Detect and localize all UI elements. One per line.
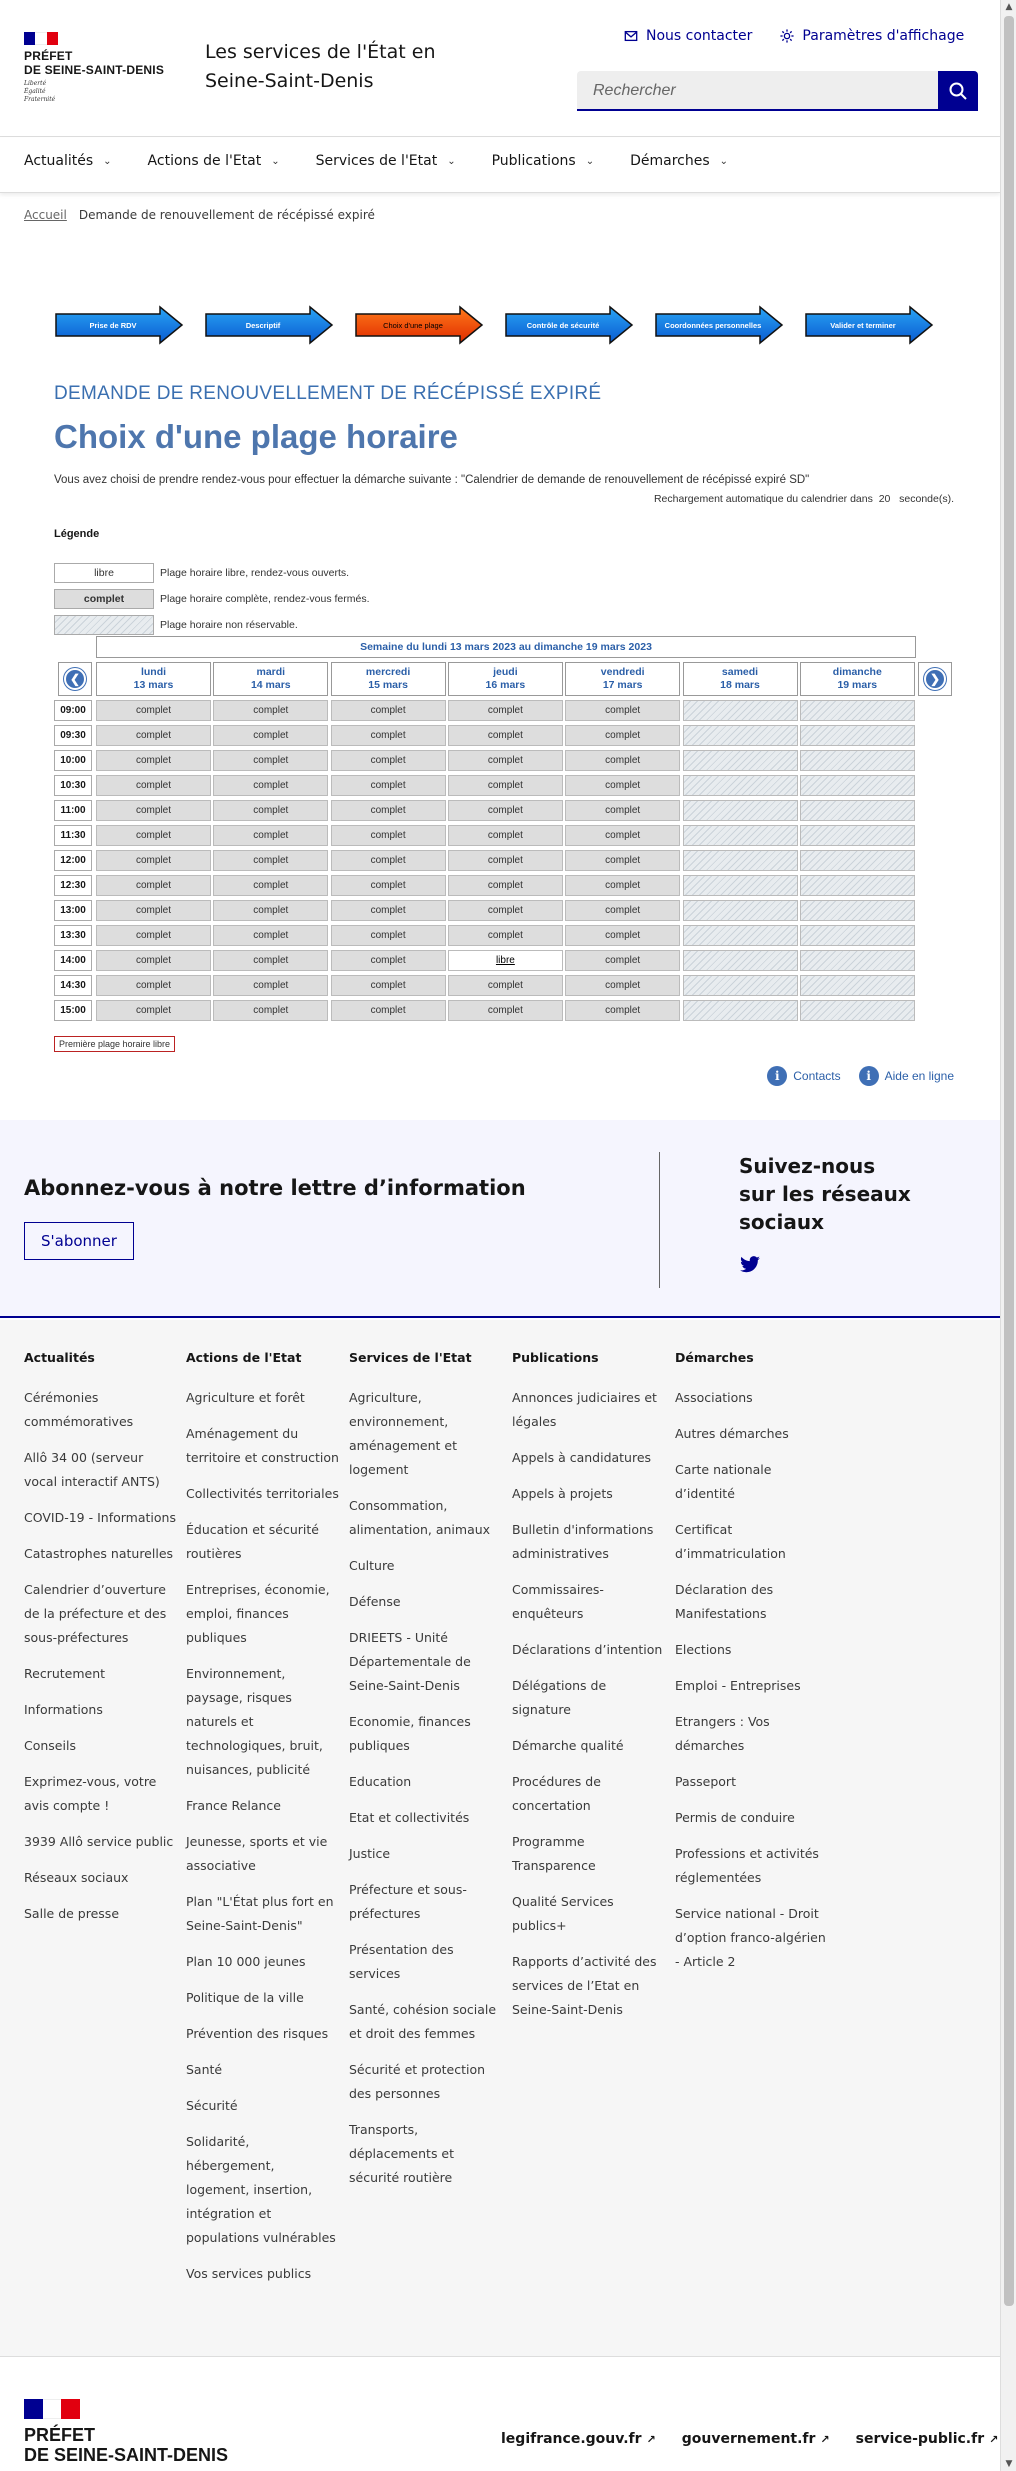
footer-link[interactable]: Réseaux sociaux <box>24 1870 129 1885</box>
footer-link[interactable]: Service national - Droit d’option franco-algérien - Article 2 <box>675 1906 826 1969</box>
slot-full: complet <box>565 800 680 821</box>
scrollbar-thumb[interactable] <box>1004 16 1014 2306</box>
footer-link[interactable]: Professions et activités réglementées <box>675 1846 819 1885</box>
reload-notice: Rechargement automatique du calendrier dans 20 seconde(s). <box>653 493 954 505</box>
footer-link[interactable]: Conseils <box>24 1738 76 1753</box>
search-icon <box>948 81 968 101</box>
slot-full: complet <box>96 875 211 896</box>
step-5 <box>654 305 784 345</box>
slot-full: complet <box>565 725 680 746</box>
external-link-icon: ↗ <box>646 2433 656 2446</box>
footer-column-title: Démarches <box>675 1350 754 1365</box>
search-button[interactable] <box>938 71 978 111</box>
slot-full: complet <box>331 1000 446 1021</box>
footer-link[interactable]: Démarche qualité <box>512 1738 624 1753</box>
slot-full: complet <box>213 800 328 821</box>
legend-text-full: Plage horaire complète, rendez-vous fermés. <box>160 593 370 605</box>
footer-column <box>512 1350 667 2034</box>
slot-full: complet <box>331 950 446 971</box>
day-header: mercredi 15 mars <box>331 662 446 696</box>
slot-unavailable <box>683 725 798 746</box>
slot-full: complet <box>565 975 680 996</box>
slot-full: complet <box>213 700 328 721</box>
footer-column-title: Publications <box>512 1350 599 1365</box>
breadcrumb-home[interactable]: Accueil <box>24 208 67 222</box>
slot-full: complet <box>565 875 680 896</box>
footer-link[interactable]: Déclaration des Manifestations <box>675 1582 774 1621</box>
external-links <box>501 2431 998 2447</box>
prefect-name: PRÉFET DE SEINE-SAINT-DENIS <box>24 49 165 77</box>
slot-full: complet <box>213 925 328 946</box>
footer-column <box>675 1350 830 1986</box>
slot-unavailable <box>683 800 798 821</box>
search-bar <box>577 71 978 111</box>
page-title: Choix d'une plage horaire <box>54 418 458 455</box>
twitter-link[interactable] <box>739 1256 761 1278</box>
footer-link[interactable]: Education <box>349 1774 412 1789</box>
day-header: vendredi 17 mars <box>565 662 680 696</box>
slot-full: complet <box>331 725 446 746</box>
slot-full: complet <box>565 700 680 721</box>
legend-title: Légende <box>54 528 100 540</box>
footer-link[interactable]: Plan "L'État plus fort en Seine-Saint-Denis" <box>186 1894 334 1933</box>
footer-link[interactable]: Prévention des risques <box>186 2026 329 2041</box>
footer-link[interactable]: 3939 Allô service public <box>24 1834 174 1849</box>
vertical-scrollbar[interactable] <box>1000 0 1016 2471</box>
slot-unavailable <box>683 900 798 921</box>
footer-column-title: Actions de l'Etat <box>186 1350 302 1365</box>
slot-unavailable <box>800 950 915 971</box>
slot-full: complet <box>448 850 563 871</box>
footer-link[interactable]: Agriculture, environnement, aménagement et logement <box>349 1390 457 1477</box>
slot-full: complet <box>213 975 328 996</box>
footer-link[interactable]: Appels à candidatures <box>512 1450 652 1465</box>
contact-link[interactable] <box>624 28 752 44</box>
mail-icon <box>624 29 638 43</box>
help-links <box>767 1066 954 1086</box>
footer-link[interactable]: Carte nationale d’identité <box>675 1462 772 1501</box>
day-header: mardi 14 mars <box>213 662 328 696</box>
footer-column <box>349 1350 504 2202</box>
slot-unavailable <box>683 1000 798 1021</box>
previous-week-button[interactable] <box>58 662 92 696</box>
footer-link[interactable]: Appels à projets <box>512 1486 613 1501</box>
header-tools <box>624 28 964 44</box>
subscribe-button[interactable]: S'abonner <box>24 1222 134 1260</box>
footer-link[interactable]: Déclarations d’intention <box>512 1642 663 1657</box>
slot-unavailable <box>683 875 798 896</box>
slot-unavailable <box>683 950 798 971</box>
footer-link[interactable]: Procédures de concertation <box>512 1774 601 1813</box>
slot-full: complet <box>96 850 211 871</box>
slot-full: complet <box>96 800 211 821</box>
footer-link[interactable]: Qualité Services publics+ <box>512 1894 614 1933</box>
step-1 <box>54 305 184 345</box>
slot-unavailable <box>683 775 798 796</box>
slot-full: complet <box>96 775 211 796</box>
slot-full: complet <box>96 725 211 746</box>
time-label: 10:30 <box>54 775 92 796</box>
legend-text-free: Plage horaire libre, rendez-vous ouverts. <box>160 567 350 579</box>
time-label: 11:30 <box>54 825 92 846</box>
slot-full: complet <box>331 800 446 821</box>
slot-full: complet <box>448 900 563 921</box>
slot-full: complet <box>448 725 563 746</box>
gouvernement-link[interactable]: gouvernement.fr ↗ <box>681 2431 830 2447</box>
slot-full: complet <box>213 875 328 896</box>
chevron-down-icon: ⌄ <box>271 155 280 167</box>
footer-link[interactable]: Agriculture et forêt <box>186 1390 305 1405</box>
slot-full: complet <box>448 875 563 896</box>
republic-motto: Liberté Égalité Fraternité <box>24 80 56 103</box>
footer-link[interactable]: Éducation et sécurité routières <box>186 1522 319 1561</box>
slot-unavailable <box>800 775 915 796</box>
legend-box-free: libre <box>54 563 154 583</box>
nav-item-publications[interactable]: Publications ⌄ <box>491 153 595 169</box>
breadcrumb <box>24 208 375 222</box>
intro-text: Vous avez choisi de prendre rendez-vous pour effectuer la démarche suivante : "Calendrier de demande de renouvellement de récépissé expiré SD" <box>54 474 810 486</box>
slot-unavailable <box>683 975 798 996</box>
footer-link[interactable]: Passeport <box>675 1774 736 1789</box>
slot-full: complet <box>565 775 680 796</box>
footer-link[interactable]: DRIEETS - Unité Départementale de Seine-Saint-Denis <box>349 1630 471 1693</box>
slot-full: complet <box>331 875 446 896</box>
week-label: Semaine du lundi 13 mars 2023 au dimanche 19 mars 2023 <box>96 636 916 658</box>
step-label: Valider et terminer <box>830 320 896 330</box>
info-icon: i <box>767 1066 787 1086</box>
slot-full: complet <box>213 725 328 746</box>
footer-link[interactable]: Elections <box>675 1642 732 1657</box>
footer-link[interactable]: Environnement, paysage, risques naturels et technologiques, bruit, nuisances, publicité <box>186 1666 323 1777</box>
slot-unavailable <box>800 875 915 896</box>
time-label: 13:30 <box>54 925 92 946</box>
slot-full: complet <box>213 825 328 846</box>
time-label: 11:00 <box>54 800 92 821</box>
footer-column <box>24 1350 179 1938</box>
footer-link[interactable]: Annonces judiciaires et légales <box>512 1390 657 1429</box>
slot-full: complet <box>448 750 563 771</box>
slot-full: complet <box>213 900 328 921</box>
footer-link[interactable]: Economie, finances publiques <box>349 1714 471 1753</box>
footer-links <box>0 1320 1000 2356</box>
slot-full: complet <box>331 825 446 846</box>
search-input[interactable]: Rechercher <box>577 71 938 111</box>
footer-link[interactable]: Associations <box>675 1390 753 1405</box>
contact-label: Nous contacter <box>646 28 753 44</box>
slot-unavailable <box>683 700 798 721</box>
slot-full: complet <box>448 825 563 846</box>
main-navigation <box>0 138 1000 193</box>
footer-link[interactable]: Sécurité <box>186 2098 238 2113</box>
footer-link[interactable]: Plan 10 000 jeunes <box>186 1954 306 1969</box>
slot-full: complet <box>565 900 680 921</box>
step-label: Coordonnées personnelles <box>664 320 762 330</box>
chevron-down-icon: ⌄ <box>719 155 729 167</box>
footer-link[interactable]: Présentation des services <box>349 1942 454 1981</box>
footer-link[interactable]: Défense <box>349 1594 401 1609</box>
footer-link[interactable]: Justice <box>349 1846 391 1861</box>
flag-icon <box>24 32 58 45</box>
footer-link[interactable]: Culture <box>349 1558 395 1573</box>
display-settings-link[interactable] <box>780 28 964 44</box>
slot-unavailable <box>800 900 915 921</box>
slot-full: complet <box>96 700 211 721</box>
prefect-logo[interactable] <box>24 32 164 104</box>
time-label: 13:00 <box>54 900 92 921</box>
footer-link[interactable]: France Relance <box>186 1798 281 1813</box>
scroll-up-icon[interactable]: ▲ <box>1005 2 1013 12</box>
slot-full: complet <box>96 1000 211 1021</box>
footer-link[interactable]: Permis de conduire <box>675 1810 795 1825</box>
slot-unavailable <box>800 850 915 871</box>
sun-icon <box>780 29 794 43</box>
nav-item-services-etat[interactable]: Services de l'Etat ⌄ <box>315 153 456 169</box>
slot-full: complet <box>213 1000 328 1021</box>
slot-unavailable <box>683 850 798 871</box>
slot-unavailable <box>800 725 915 746</box>
arrow-left-icon: ❮ <box>64 668 86 690</box>
footer-link[interactable]: Etrangers : Vos démarches <box>675 1714 770 1753</box>
footer-link[interactable]: Recrutement <box>24 1666 106 1681</box>
slot-unavailable <box>800 800 915 821</box>
next-week-button[interactable] <box>918 662 952 696</box>
slot-full: complet <box>331 975 446 996</box>
first-free-slot-button[interactable]: Première plage horaire libre <box>54 1036 175 1052</box>
slot-full: complet <box>565 825 680 846</box>
service-public-link[interactable]: service-public.fr ↗ <box>855 2431 999 2447</box>
step-label: Prise de RDV <box>89 320 137 330</box>
footer-column <box>186 1350 341 2298</box>
newsletter-title: Abonnez-vous à notre lettre d’information <box>24 1176 526 1200</box>
time-label: 14:30 <box>54 975 92 996</box>
slot-full: complet <box>213 950 328 971</box>
slot-free[interactable]: libre <box>448 950 563 971</box>
nav-item-actualites[interactable]: Actualités ⌄ <box>24 153 112 169</box>
step-3 <box>354 305 484 345</box>
footer-prefect-name: PRÉFET DE SEINE-SAINT-DENIS <box>24 2425 229 2465</box>
slot-full: complet <box>448 1000 563 1021</box>
footer-link[interactable]: Consommation, alimentation, animaux <box>349 1498 491 1537</box>
info-icon: i <box>859 1066 879 1086</box>
step-label: Choix d'une plage <box>383 320 443 330</box>
time-label: 09:30 <box>54 725 92 746</box>
footer-column-title: Services de l'Etat <box>349 1350 472 1365</box>
footer-link[interactable]: Préfecture et sous-préfectures <box>349 1882 467 1921</box>
footer-link[interactable]: Cérémonies commémoratives <box>24 1390 134 1429</box>
footer-link[interactable]: Délégations de signature <box>512 1678 607 1717</box>
procedure-title: DEMANDE DE RENOUVELLEMENT DE RÉCÉPISSÉ EXPIRÉ <box>54 383 602 404</box>
legend-box-unavailable <box>54 615 154 635</box>
day-header: dimanche 19 mars <box>800 662 915 696</box>
chevron-down-icon: ⌄ <box>447 155 456 167</box>
contacts-link[interactable]: i Contacts <box>767 1066 840 1086</box>
footer-link[interactable]: Santé <box>186 2062 223 2077</box>
step-label: Contrôle de sécurité <box>526 320 600 330</box>
legend <box>54 562 370 640</box>
arrow-right-icon: ❯ <box>924 668 946 690</box>
external-link-icon: ↗ <box>820 2433 830 2446</box>
slot-unavailable <box>800 700 915 721</box>
step-label: Descriptif <box>245 320 281 330</box>
slot-unavailable <box>683 825 798 846</box>
slot-full: complet <box>96 750 211 771</box>
booking-steps <box>54 305 934 345</box>
legend-text-unavailable: Plage horaire non réservable. <box>160 619 298 631</box>
slot-full: complet <box>96 925 211 946</box>
slot-full: complet <box>565 750 680 771</box>
social-title: Suivez-nous sur les réseaux sociaux <box>739 1154 911 1234</box>
slot-full: complet <box>331 700 446 721</box>
slot-unavailable <box>683 750 798 771</box>
footer-link[interactable]: Emploi - Entreprises <box>675 1678 801 1693</box>
time-label: 10:00 <box>54 750 92 771</box>
legend-row-full <box>54 588 370 610</box>
footer-link[interactable]: Autres démarches <box>675 1426 789 1441</box>
day-header: jeudi 16 mars <box>448 662 563 696</box>
legend-box-full: complet <box>54 589 154 609</box>
slot-unavailable <box>800 825 915 846</box>
footer-link[interactable]: Calendrier d’ouverture de la préfecture et des sous-préfectures <box>24 1582 167 1645</box>
day-header: samedi 18 mars <box>683 662 798 696</box>
site-header <box>0 0 1000 137</box>
slot-full: complet <box>565 950 680 971</box>
footer-link[interactable]: COVID-19 - Informations <box>24 1510 176 1525</box>
footer-link[interactable]: Bulletin d'informations administratives <box>512 1522 654 1561</box>
footer-link[interactable]: Transports, déplacements et sécurité routière <box>349 2122 455 2185</box>
time-label: 09:00 <box>54 700 92 721</box>
breadcrumb-current: Demande de renouvellement de récépissé expiré <box>78 208 375 222</box>
slot-full: complet <box>448 975 563 996</box>
slot-unavailable <box>800 750 915 771</box>
nav-item-actions-etat[interactable]: Actions de l'Etat ⌄ <box>147 153 280 169</box>
footer-link[interactable]: Commissaires-enquêteurs <box>512 1582 604 1621</box>
time-label: 12:00 <box>54 850 92 871</box>
slot-full: complet <box>565 925 680 946</box>
footer-link[interactable]: Santé, cohésion sociale et droit des femmes <box>349 2002 497 2041</box>
online-help-link[interactable]: i Aide en ligne <box>859 1066 954 1086</box>
slot-full: complet <box>331 925 446 946</box>
slot-full: complet <box>96 950 211 971</box>
slot-full: complet <box>448 800 563 821</box>
time-label: 12:30 <box>54 875 92 896</box>
footer-link[interactable]: Solidarité, hébergement, logement, insertion, intégration et populations vulnérables <box>186 2134 336 2245</box>
slot-full: complet <box>213 775 328 796</box>
footer-link[interactable]: Politique de la ville <box>186 1990 304 2005</box>
slot-full: complet <box>213 750 328 771</box>
slot-full: complet <box>448 700 563 721</box>
footer-link[interactable]: Exprimez-vous, votre avis compte ! <box>24 1774 157 1813</box>
legend-row-unavailable <box>54 614 370 636</box>
step-2 <box>204 305 334 345</box>
chevron-down-icon: ⌄ <box>585 155 595 167</box>
divider <box>659 1152 660 1288</box>
footer-column-title: Actualités <box>24 1350 95 1365</box>
slot-unavailable <box>683 925 798 946</box>
slot-full: complet <box>448 925 563 946</box>
slot-unavailable <box>800 975 915 996</box>
legend-row-free <box>54 562 370 584</box>
footer-bottom <box>0 2356 1000 2471</box>
footer-link[interactable]: Vos services publics <box>186 2266 312 2281</box>
footer-link[interactable]: Salle de presse <box>24 1906 120 1921</box>
flag-icon <box>24 2399 80 2419</box>
slot-full: complet <box>331 775 446 796</box>
time-label: 15:00 <box>54 1000 92 1021</box>
slot-full: complet <box>448 775 563 796</box>
newsletter-section <box>0 1120 1000 1318</box>
slot-full: complet <box>565 1000 680 1021</box>
nav-item-demarches[interactable]: Démarches ⌄ <box>630 153 729 169</box>
display-settings-label: Paramètres d'affichage <box>802 28 965 44</box>
footer-link[interactable]: Jeunesse, sports et vie associative <box>186 1834 328 1873</box>
day-header: lundi 13 mars <box>96 662 211 696</box>
slot-full: complet <box>331 900 446 921</box>
external-link-icon: ↗ <box>989 2433 999 2446</box>
footer-link[interactable]: Entreprises, économie, emploi, finances publiques <box>186 1582 330 1645</box>
slot-unavailable <box>800 925 915 946</box>
slot-full: complet <box>331 850 446 871</box>
step-6 <box>804 305 934 345</box>
scroll-down-icon[interactable]: ▼ <box>1005 2459 1013 2469</box>
footer-link[interactable]: Collectivités territoriales <box>186 1486 339 1501</box>
footer-link[interactable]: Aménagement du territoire et construction <box>186 1426 339 1465</box>
footer-prefect-logo[interactable] <box>24 2399 228 2465</box>
slot-full: complet <box>96 900 211 921</box>
footer-link[interactable]: Allô 34 00 (serveur vocal interactif ANTS) <box>24 1450 160 1489</box>
slot-full: complet <box>565 850 680 871</box>
footer-link[interactable]: Etat et collectivités <box>349 1810 470 1825</box>
footer-link[interactable]: Informations <box>24 1702 103 1717</box>
footer-link[interactable]: Sécurité et protection des personnes <box>349 2062 486 2101</box>
footer-link[interactable]: Catastrophes naturelles <box>24 1546 174 1561</box>
time-label: 14:00 <box>54 950 92 971</box>
legifrance-link[interactable]: legifrance.gouv.fr ↗ <box>501 2431 656 2447</box>
slot-full: complet <box>96 825 211 846</box>
reload-seconds: 20 <box>878 493 891 505</box>
slot-full: complet <box>213 850 328 871</box>
slot-full: complet <box>96 975 211 996</box>
slot-unavailable <box>800 1000 915 1021</box>
footer-link[interactable]: Certificat d’immatriculation <box>675 1522 786 1561</box>
footer-link[interactable]: Programme Transparence <box>512 1834 596 1873</box>
site-title[interactable]: Les services de l'État en Seine-Saint-Denis <box>205 41 436 92</box>
slot-full: complet <box>331 750 446 771</box>
footer-link[interactable]: Rapports d’activité des services de l’Etat en Seine-Saint-Denis <box>512 1954 657 2017</box>
step-4 <box>504 305 634 345</box>
twitter-icon <box>739 1256 761 1274</box>
chevron-down-icon: ⌄ <box>103 155 112 167</box>
